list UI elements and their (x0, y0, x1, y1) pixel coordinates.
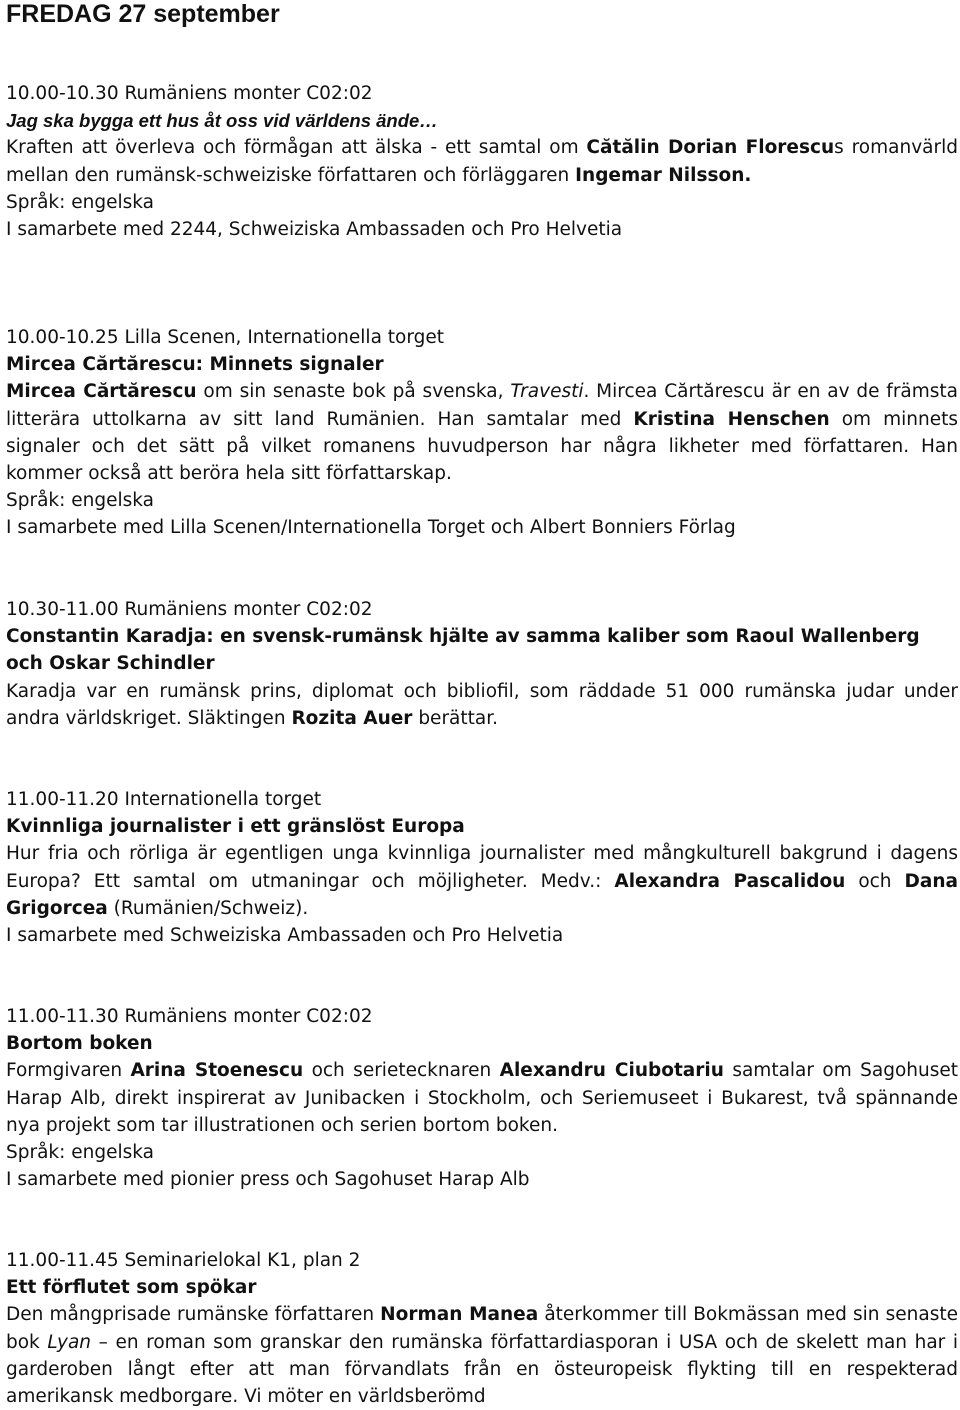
description-text: Kraften att överleva och förmågan att älska - ett samtal om (6, 137, 587, 159)
person-name: Alexandra Pascalidou (614, 870, 846, 892)
event-language: Språk: engelska (6, 490, 154, 512)
description-text: samtalar om Sagohuset Harap Alb, direkt inspirerat av Junibacken i Stockholm, och Seriemuseet i Bukarest, två spännande nya projekt som tar illustrationen och serien bortom boken. (6, 1060, 958, 1136)
event-time-venue: 11.00-11.20 Internationella torget (6, 789, 322, 810)
event-description (6, 134, 958, 188)
event-title: Mircea Cărtărescu: Minnets signaler (6, 354, 384, 376)
description-text: – en roman som granskar den rumänska författardiasporan i USA och de skelett man har i garderoben långt efter att man förvandlats från en östeuropeisk flykting till en respekterad amerikansk medborgare. Vi möter en världsberömd (6, 1331, 958, 1408)
person-name: Rozita Auer (291, 707, 413, 729)
event-title: Ett förflutet som spökar (6, 1277, 257, 1299)
event-block (6, 324, 958, 542)
event-partner: I samarbete med 2244, Schweiziska Ambassaden och Pro Helvetia (6, 219, 623, 241)
event-time-venue: 11.00-11.45 Seminarielokal K1, plan 2 (6, 1250, 361, 1271)
day-heading: FREDAG 27 september (6, 0, 280, 28)
person-name: Alexandru Ciubotariu (499, 1060, 724, 1082)
event-block (6, 596, 958, 732)
description-text: Hur fria och rörliga är egentligen unga kvinnliga journalister med mångkulturell bakgrund i dagens Europa? Ett samtal om utmaningar och möjligheter. Medv.: (6, 843, 958, 892)
event-description (6, 378, 958, 487)
person-name: Cătălin Dorian Florescu (586, 137, 835, 159)
person-name: Arina Stoenescu (130, 1060, 304, 1082)
person-name: Mircea Cărtărescu (6, 381, 197, 403)
person-name: Kristina Henschen (633, 408, 830, 430)
description-text: återkommer till Bokmässan med sin senaste bok (6, 1304, 958, 1353)
event-language: Språk: engelska (6, 1142, 154, 1164)
description-text: Formgivaren (6, 1060, 131, 1082)
event-time-venue: 10.00-10.25 Lilla Scenen, Internationella torget (6, 327, 445, 348)
book-title: Lyan (47, 1331, 92, 1353)
event-description (6, 678, 958, 732)
event-partner: I samarbete med pionier press och Sagohuset Harap Alb (6, 1169, 530, 1191)
event-description (6, 1057, 958, 1139)
event-language: Språk: engelska (6, 191, 154, 213)
program-page (6, 0, 959, 1408)
book-title: Travesti (510, 381, 584, 403)
description-text: . Mircea Cărtărescu är en av de främsta litterära uttolkarna av sitt land Rumänien. Han samtalar med (6, 381, 959, 430)
event-title: Constantin Karadja: en svensk-rumänsk hjälte av samma kaliber som Raoul Wallenberg och Oskar Schindler (6, 626, 920, 675)
event-time-venue: 11.00-11.30 Rumäniens monter C02:02 (6, 1006, 373, 1027)
event-description (6, 840, 958, 922)
person-name: Ingemar Nilsson. (575, 164, 752, 186)
description-text: om minnets signaler och det sätt på vilket romanens huvudperson har några likheter med författaren. Han kommer också att beröra hela sitt författarskap. (6, 408, 958, 485)
event-block (6, 1247, 958, 1410)
description-text: s romanvärld mellan den rumänsk-schweiziske författaren och förläggaren (6, 137, 958, 186)
event-time-venue: 10.00-10.30 Rumäniens monter C02:02 (6, 83, 373, 104)
event-title: Kvinnliga journalister i ett gränslöst Europa (6, 816, 465, 838)
event-time-venue: 10.30-11.00 Rumäniens monter C02:02 (6, 599, 373, 620)
event-partner: I samarbete med Schweiziska Ambassaden och Pro Helvetia (6, 925, 564, 947)
description-text: om sin senaste bok på svenska, (196, 381, 511, 403)
event-block (6, 80, 958, 243)
description-text: Den mångprisade rumänske författaren (6, 1304, 381, 1326)
description-text: och serietecknaren (303, 1060, 500, 1082)
event-title: Bortom boken (6, 1033, 153, 1055)
event-partner: I samarbete med Lilla Scenen/Internationella Torget och Albert Bonniers Förlag (6, 517, 736, 539)
person-name: Norman Manea (380, 1304, 539, 1326)
description-text: och (845, 870, 905, 892)
event-block (6, 786, 958, 949)
description-text: (Rumänien/Schweiz). (107, 897, 309, 919)
event-block (6, 1003, 958, 1193)
description-text: berättar. (412, 707, 499, 729)
event-title: Jag ska bygga ett hus åt oss vid världens ände… (6, 110, 438, 132)
event-description (6, 1301, 958, 1410)
description-text: Karadja var en rumänsk prins, diplomat och bibliofil, som räddade 51 000 rumänska judar under andra världskriget. Släktingen (6, 680, 958, 729)
person-name: Dana Grigorcea (6, 870, 958, 919)
